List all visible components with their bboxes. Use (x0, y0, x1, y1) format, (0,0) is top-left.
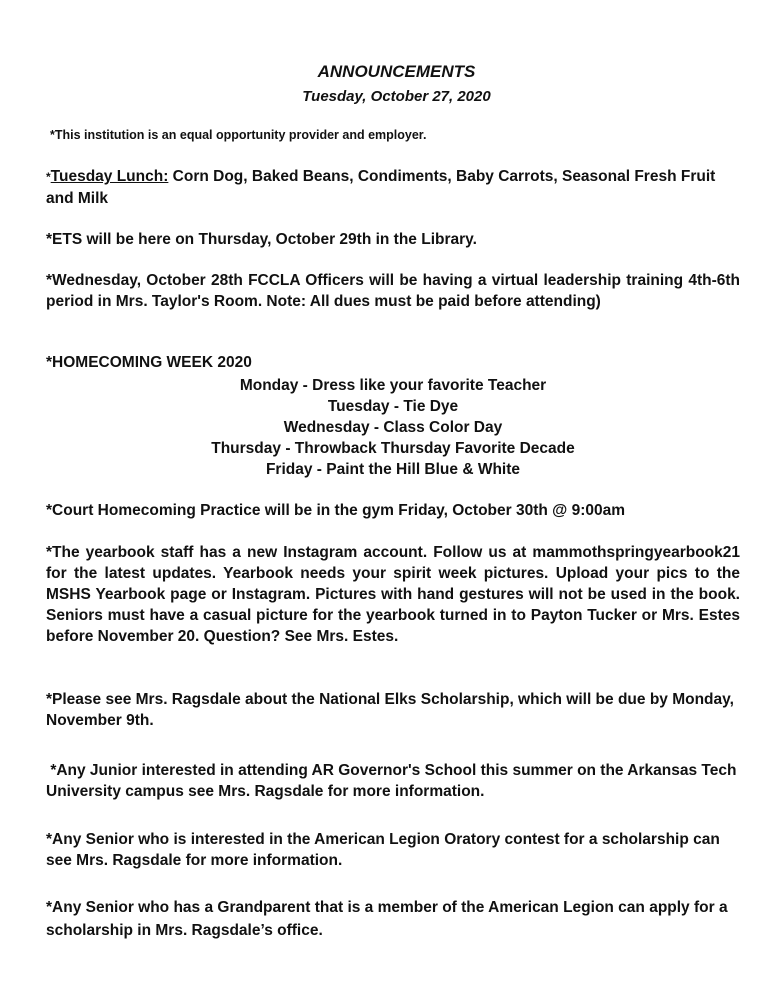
homecoming-schedule (46, 375, 740, 480)
homecoming-day: Tuesday - Tie Dye (327, 398, 459, 415)
fccla-announcement: *Wednesday, October 28th FCCLA Officers will be having a virtual leadership training 4th-6th period in Mrs. Taylor's Room. Note: All dues must be paid before attending) (46, 272, 740, 310)
court-practice-announcement: *Court Homecoming Practice will be in the gym Friday, October 30th @ 9:00am (46, 502, 625, 519)
equal-opportunity-notice: *This institution is an equal opportunity provider and employer. (50, 128, 427, 142)
page-date: Tuesday, October 27, 2020 (302, 88, 491, 105)
elks-scholarship-announcement: *Please see Mrs. Ragsdale about the National Elks Scholarship, which will be due by Monday, November 9th. (46, 691, 734, 729)
homecoming-day: Thursday - Throwback Thursday Favorite Decade (211, 440, 575, 457)
lunch-announcement (46, 166, 740, 209)
lunch-star: * (46, 170, 51, 184)
oratory-contest-announcement: *Any Senior who is interested in the American Legion Oratory contest for a scholarship can see Mrs. Ragsdale for more information. (46, 831, 720, 869)
homecoming-day: Friday - Paint the Hill Blue & White (265, 461, 521, 478)
american-legion-announcement: *Any Senior who has a Grandparent that is a member of the American Legion can apply for a scholarship in Mrs. Ragsdale’s office. (46, 899, 728, 939)
lunch-menu: Corn Dog, Baked Beans, Condiments, Baby Carrots, Seasonal Fresh Fruit and Milk (46, 168, 716, 207)
yearbook-announcement: *The yearbook staff has a new Instagram account. Follow us at mammothspringyearbook21 for the latest updates. Yearbook needs your spirit week pictures. Upload your pics to the MSHS Yearbook page or Instagram. Pictures with hand gestures will not be used in the book. Seniors must have a casual picture for the yearbook turned in to Payton Tucker or Mrs. Estes before November 20. Question? See Mrs. Estes. (46, 544, 740, 645)
governors-school-announcement: *Any Junior interested in attending AR Governor's School this summer on the Arkansas Tech University campus see Mrs. Ragsdale for more information. (46, 762, 741, 800)
page-title: ANNOUNCEMENTS (317, 62, 476, 81)
homecoming-title: *HOMECOMING WEEK 2020 (46, 354, 252, 371)
lunch-label: Tuesday Lunch: (50, 168, 169, 185)
ets-announcement: *ETS will be here on Thursday, October 29th in the Library. (46, 231, 477, 248)
homecoming-day: Monday - Dress like your favorite Teacher (239, 377, 547, 394)
homecoming-day: Wednesday - Class Color Day (283, 419, 503, 436)
